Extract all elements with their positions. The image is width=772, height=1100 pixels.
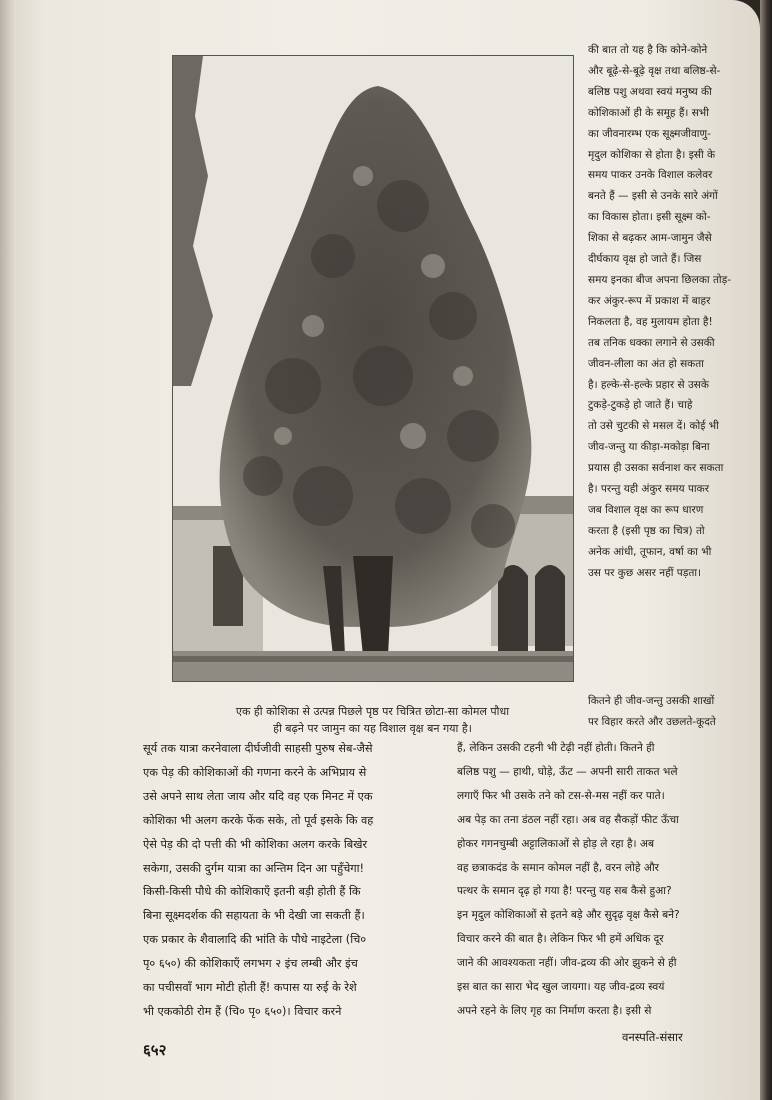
text-line: जब विशाल वृक्ष का रूप धारण [588, 503, 704, 516]
text-line: उसे अपने साथ लेता जाय और यदि वह एक मिनट में एक [143, 789, 373, 803]
tree-photo [172, 55, 574, 682]
text-line: भी एककोठी रोम हैं (चि० पृ० ६५०)। विचार करने [143, 1004, 342, 1018]
text-line: समय इनका बीज अपना छिलका तोड़- [588, 273, 732, 286]
middle-text-column [457, 737, 740, 1024]
text-line: बलिष्ठ पशु — हाथी, घोड़े, ऊँट — अपनी सारी ताकत भले [457, 765, 678, 778]
text-line: और बूढ़े-से-बूढ़े वृक्ष तथा बलिष्ठ-से- [588, 64, 721, 77]
text-line: एक पेड़ की कोशिकाओं की गणना करने के अभिप्राय से [143, 765, 367, 779]
text-line: शिका से बढ़कर आम-जामुन जैसे [588, 232, 712, 245]
right-text-column-tail [588, 691, 738, 733]
text-line: है। परन्तु यही अंकुर समय पाकर [588, 483, 709, 496]
text-line: जाने की आवश्यकता नहीं। जीव-द्रव्य की ओर झुकने से ही [457, 957, 677, 970]
text-line: है। हल्के-से-हल्के प्रहार से उसके [588, 378, 709, 391]
text-line: बलिष्ठ पशु अथवा स्वयं मनुष्य की [588, 85, 712, 98]
text-line: सकेगा, उसकी दुर्गम यात्रा का अन्तिम दिन आ पहुँचेगा! [143, 861, 365, 875]
book-spine [760, 0, 772, 1100]
caption-line: ही बढ़ने पर जामुन का यह विशाल वृक्ष बन गया है। [273, 722, 472, 735]
text-line: का पचीसवाँ भाग मोटी होती हैं! कपास या रुई के रेशे [143, 981, 357, 995]
text-line: बनते हैं — इसी से उनके सारे अंगों [588, 190, 718, 203]
text-line: अपने रहने के लिए गृह का निर्माण करता है। इसी से [457, 1004, 652, 1017]
text-line: अनेक आंधी, तूफान, वर्षा का भी [588, 545, 712, 558]
text-line: करता है (इसी पृष्ठ का चित्र) तो [588, 524, 705, 537]
text-line: विचार करने की बात है। लेकिन फिर भी हमें अधिक दूर [457, 933, 664, 946]
text-line: लगाएँ फिर भी उसके तने को टस-से-मस नहीं कर पाते। [457, 789, 665, 802]
text-line: का विकास होता। इसी सूक्ष्म को- [588, 211, 711, 224]
text-line: समय पाकर उनके विशाल कलेवर [588, 169, 713, 182]
text-line: किसी-किसी पौधे की कोशिकाएँ इतनी बड़ी होती हैं कि [143, 885, 361, 899]
text-line: का जीवनारम्भ एक सूक्ष्मजीवाणु- [588, 127, 711, 140]
caption-line: एक ही कोशिका से उत्पन्न पिछले पृष्ठ पर चित्रित छोटा-सा कोमल पौधा [235, 705, 510, 718]
text-line: एक प्रकार के शैवालादि की भांति के पौधे नाइटेला (चि० [143, 933, 367, 947]
text-line: तब तनिक धक्का लगाने से उसकी [588, 336, 715, 349]
text-line: इस बात का सारा भेद खुल जायगा। यह जीव-द्रव्य स्वयं [457, 981, 665, 994]
text-line: कोशिकाओं ही के समूह हैं। सभी [588, 106, 709, 119]
text-line: होकर गगनचुम्बी अट्टालिकाओं से होड़ ले रहा है। अब [457, 837, 655, 850]
text-line: दीर्घकाय वृक्ष हो जाते हैं। जिस [588, 253, 702, 266]
text-line: इन मृदुल कोशिकाओं से इतने बड़े और सुदृढ़ वृक्ष कैसे बने? [457, 909, 680, 922]
text-line: पृ० ६५०) की कोशिकाएँ लगभग २ इंच लम्बी और इंच [143, 957, 358, 971]
text-line: की बात तो यह है कि कोने-कोने [588, 44, 708, 56]
page-number: ६५२ [143, 1041, 167, 1059]
text-line: टुकड़े-टुकड़े हो जाते हैं। चाहे [588, 399, 693, 412]
text-line: सूर्य तक यात्रा करनेवाला दीर्घजीवी साहसी पुरुष सेब-जैसे [143, 742, 373, 755]
text-line: बिना सूक्ष्मदर्शक की सहायता के भी देखी जा सकती हैं। [143, 909, 365, 923]
text-line: हैं, लेकिन उसकी टहनी भी टेढ़ी नहीं होती। कितने ही [457, 742, 655, 754]
tree-illustration [173, 56, 573, 681]
text-line: प्रयास ही उसका सर्वनाश कर सकता [588, 462, 724, 475]
photo-caption [165, 703, 580, 737]
text-line: जीव-जन्तु या कीड़ा-मकोड़ा बिना [588, 441, 710, 454]
text-line: पत्थर के समान दृढ़ हो गया है! परन्तु यह सब कैसे हुआ? [457, 885, 672, 898]
text-line: मृदुल कोशिका से होता है। इसी के [588, 148, 716, 161]
text-line: वह छत्राकदंड के समान कोमल नहीं है, वरन लोहे और [457, 861, 659, 874]
left-text-column [143, 737, 443, 1024]
text-line: पर विहार करते और उछलते-कूदते [588, 715, 716, 728]
text-line: कर अंकुर-रूप में प्रकाश में बाहर [588, 294, 711, 307]
text-line: कितने ही जीव-जन्तु उसकी शाखों [588, 695, 715, 707]
text-line: कोशिका भी अलग करके फेंक सके, तो पूर्व इसके कि वह [143, 813, 374, 827]
page-gutter-edge [0, 0, 16, 1100]
text-line: तो उसे चुटकी से मसल दें। कोई भी [588, 420, 719, 433]
text-line: निकलता है, वह मुलायम होता है! [588, 315, 713, 328]
running-head: वनस्पति-संसार [622, 1030, 683, 1044]
right-text-column [588, 40, 738, 584]
text-line: अब पेड़ का तना डंठल नहीं रहा। अब वह सैकड़ों फीट ऊँचा [457, 813, 679, 826]
text-line: उस पर कुछ असर नहीं पड़ता। [588, 566, 702, 579]
text-line: जीवन-लीला का अंत हो सकता [588, 357, 704, 370]
text-line: ऐसे पेड़ की दो पत्ती की भी कोशिका अलग करके बिखेर [143, 837, 368, 851]
